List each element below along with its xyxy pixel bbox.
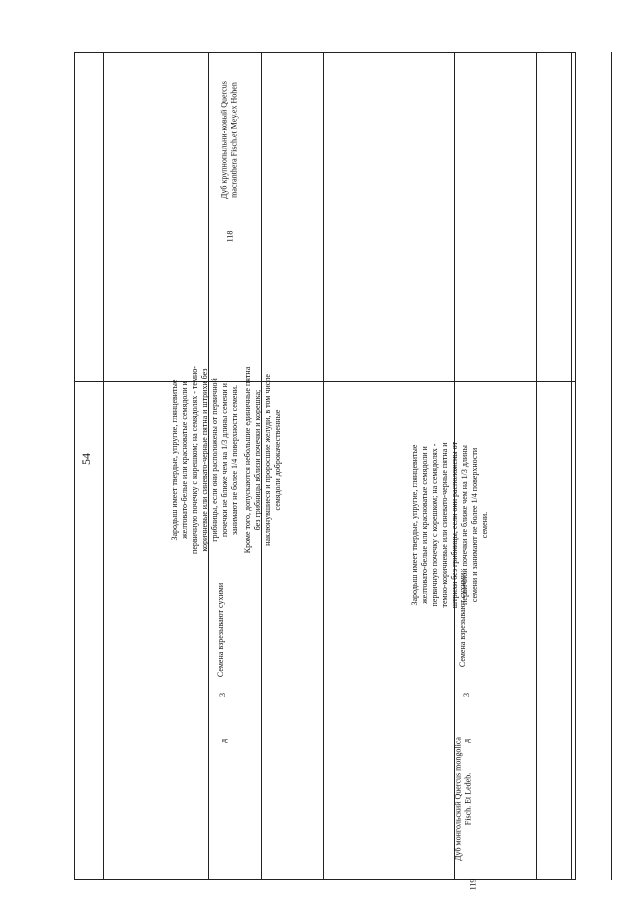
row-118-method: Семена взрезывают сухими (216, 582, 225, 678)
row-119-method: Семена взрезывают сухими (458, 572, 467, 668)
column-divider (571, 52, 572, 880)
column-divider (103, 52, 104, 880)
row-118-count: 3 (218, 693, 227, 697)
row-119-letter: д (462, 738, 471, 744)
column-divider (323, 52, 324, 880)
column-divider (536, 52, 537, 880)
row-118-criteria-main: Зародыш имеет твердые, упругие, глянцевитые желтовато-белые или красноватые семядоли и первичную почечку с корешком; на семядолях - темно-коричневые или синевато-черные пятна и штрихи без грибницы, если они расположены от первичной почечки не ближе чем на 1/3 длины семени и занимают не более 1/4 поверхности семени. (170, 366, 239, 554)
row-118-species: Дуб крупнопыльни-ковый Quercus macranthera Fisch.et Mey.ex Hohen (219, 81, 239, 199)
row-119-count: 3 (462, 693, 471, 697)
row-119-criteria-main: Зародыш имеет твердые, упругие, глянцевитые желтовато-белые или красноватые семядоли и первичную почечку с корешком; на семядолях - темно-коричневые или синевато-черные пятна и штрихи без грибницы, если они расположены от первичной почечки не ближе чем на 1/3 длины семени и занимают не более 1/4 поверхности семени. (409, 441, 489, 609)
row-118-number: 118 (225, 230, 234, 243)
row-118-criteria-extra: Кроме того, допускаются небольшие единичные пятна без грибницы вблизи почечки и корешка; наклюнувшиеся и проросшие желуди, в том числе семядоли доброкачественные (243, 366, 282, 554)
row-118-letter: д (219, 738, 228, 744)
row-118-criteria (170, 366, 282, 554)
page-number: 54 (79, 453, 93, 465)
row-119-number: 119 (468, 878, 477, 891)
row-119-species: Дуб монгольский Quercus mongolica Fisch. Et Ledeb. (453, 737, 473, 861)
row-divider (74, 381, 576, 382)
seed-quality-table (74, 52, 576, 880)
column-divider (611, 52, 612, 880)
row-119-criteria (406, 434, 496, 616)
